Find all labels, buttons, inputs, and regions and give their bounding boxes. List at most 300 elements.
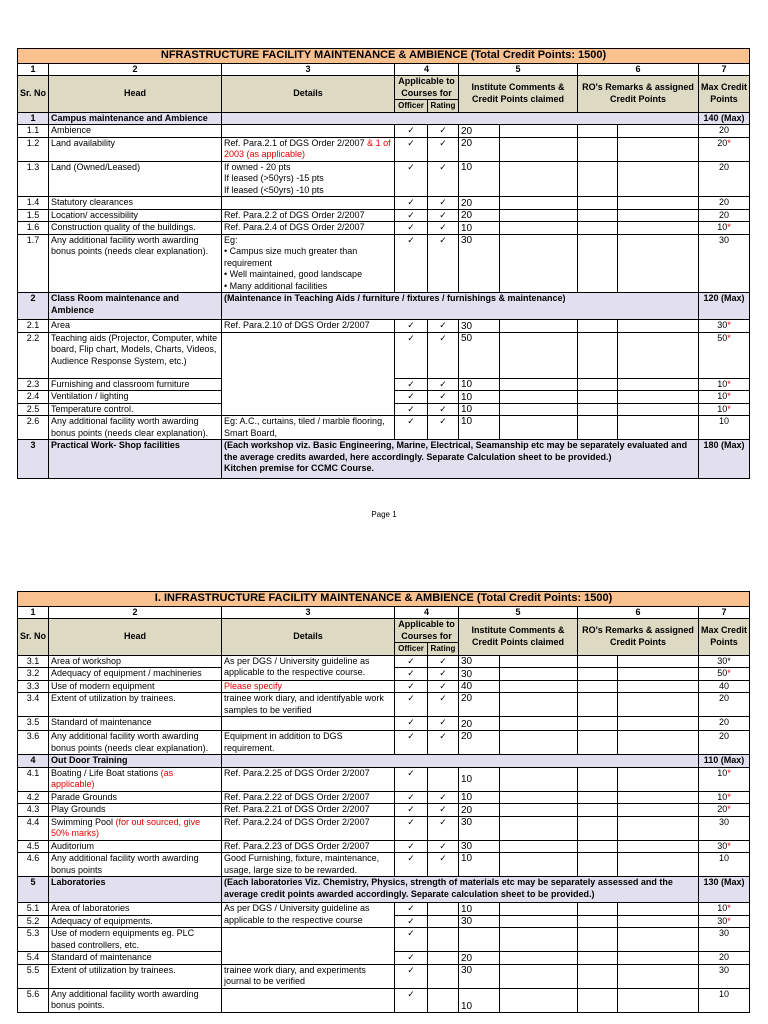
- header-officer: Officer: [395, 643, 428, 656]
- rating-tick: ✓: [428, 693, 459, 717]
- page1-table: [17, 48, 750, 479]
- details-text: Ref. Para.2.1 of DGS Order 2/2007: [224, 137, 368, 148]
- details-line: If leased (<50yrs) -10 pts: [224, 184, 324, 195]
- header-rating: Rating: [428, 100, 459, 113]
- section-no: 4: [18, 755, 49, 768]
- row-head: Statutory clearances: [49, 197, 222, 210]
- col-num: 1: [18, 606, 49, 619]
- max-asterisk: *: [727, 378, 731, 389]
- officer-tick: ✓: [395, 416, 428, 440]
- header-applicable: Applicable to Courses for: [395, 619, 459, 643]
- section-details-text: Kitchen premise for CCMC Course.: [224, 463, 375, 473]
- officer-tick: ✓: [395, 222, 428, 235]
- row-no: 2.2: [18, 332, 49, 378]
- max-points: 20: [699, 209, 750, 222]
- rating-tick: ✓: [428, 391, 459, 404]
- points-claimed: 10: [459, 222, 500, 235]
- rating-tick: ✓: [428, 853, 459, 877]
- table-row: [18, 731, 750, 755]
- max-asterisk: *: [727, 222, 731, 232]
- section-head: Class Room maintenance and Ambience: [49, 293, 222, 320]
- row-no: 2.3: [18, 378, 49, 391]
- head-text: Boating / Life Boat stations: [51, 767, 161, 778]
- section-max: 130 (Max): [699, 877, 750, 903]
- row-no: 1.4: [18, 197, 49, 210]
- max-asterisk: *: [727, 791, 731, 802]
- max-points: 30: [699, 928, 750, 952]
- section-head: Campus maintenance and Ambience: [49, 112, 222, 125]
- row-details: Ref. Para.2.10 of DGS Order 2/2007: [222, 320, 395, 333]
- officer-tick: ✓: [395, 952, 428, 965]
- header-sr: Sr. No: [18, 76, 49, 113]
- rating-tick: ✓: [428, 378, 459, 391]
- points-claimed: 30: [459, 655, 500, 668]
- header-rating: Rating: [428, 643, 459, 656]
- row-details: [222, 234, 395, 293]
- max-asterisk: *: [727, 320, 731, 330]
- points-claimed: 50: [459, 332, 500, 378]
- table-row: [18, 903, 750, 916]
- col-num: 6: [578, 63, 699, 76]
- rating-tick: ✓: [428, 717, 459, 731]
- points-claimed: 20: [459, 197, 500, 210]
- row-no: 5.2: [18, 915, 49, 928]
- officer-tick: ✓: [395, 693, 428, 717]
- max-value: 30: [717, 915, 728, 926]
- col-num: 1: [18, 63, 49, 76]
- max-points: 50*: [699, 668, 750, 681]
- max-points: 20: [699, 717, 750, 731]
- rating-tick: ✓: [428, 668, 459, 681]
- section-max: 140 (Max): [699, 112, 750, 125]
- officer-tick: ✓: [395, 209, 428, 222]
- row-head: Teaching aids (Projector, Computer, white board, Flip chart, Models, Charts, Videos, Audience Response System, etc.): [49, 332, 222, 378]
- max-points: 30*: [699, 320, 750, 333]
- table-row: [18, 717, 750, 731]
- table-row: [18, 853, 750, 877]
- row-no: 5.6: [18, 988, 49, 1012]
- table-row: [18, 791, 750, 804]
- rating-tick: ✓: [428, 137, 459, 161]
- max-asterisk: *: [727, 840, 731, 851]
- row-head: Play Grounds: [49, 804, 222, 817]
- row-head: Any additional facility worth awarding bonus points (needs clear explanation).: [49, 731, 222, 755]
- col-num: 5: [459, 606, 578, 619]
- row-details: [222, 197, 395, 210]
- max-points: 20: [699, 125, 750, 138]
- header-applicable: Applicable to Courses for: [395, 76, 459, 100]
- max-asterisk: *: [727, 903, 731, 913]
- row-head: Auditorium: [49, 840, 222, 853]
- page-number: Page 1: [371, 510, 397, 519]
- row-no: 1.5: [18, 209, 49, 222]
- max-value: 30*: [717, 655, 731, 666]
- points-claimed: 30: [459, 668, 500, 681]
- max-points: 30: [699, 234, 750, 293]
- rating-tick: ✓: [428, 161, 459, 197]
- officer-tick: ✓: [395, 731, 428, 755]
- header-details: Details: [222, 76, 395, 113]
- details-line: If owned - 20 pts: [224, 161, 291, 172]
- head-red-text: (for out sourced, give 50% marks): [51, 816, 201, 838]
- details-line: • Many additional facilities: [224, 280, 328, 291]
- table-row: [18, 137, 750, 161]
- points-claimed: 30: [459, 320, 500, 333]
- row-head: Temperature control.: [49, 403, 222, 416]
- section-no: 1: [18, 112, 49, 125]
- officer-tick: ✓: [395, 988, 428, 1012]
- officer-tick: ✓: [395, 915, 428, 928]
- officer-tick: ✓: [395, 668, 428, 681]
- header-ro: RO's Remarks & assigned Credit Points: [578, 76, 699, 113]
- points-claimed: 30: [459, 234, 500, 293]
- row-no: 2.5: [18, 403, 49, 416]
- officer-tick: ✓: [395, 125, 428, 138]
- row-no: 1.3: [18, 161, 49, 197]
- rating-tick: [428, 767, 459, 791]
- rating-tick: ✓: [428, 209, 459, 222]
- details-line: • Well maintained, good landscape: [224, 269, 363, 279]
- table-row: [18, 804, 750, 817]
- max-value: 20: [717, 137, 728, 148]
- section-max: 120 (Max): [699, 293, 750, 320]
- details-line: If leased (>50yrs) -15 pts: [224, 173, 324, 183]
- rating-tick: ✓: [428, 816, 459, 840]
- table-row: [18, 222, 750, 235]
- row-details: [222, 717, 395, 731]
- section-details-text: (Each workshop viz. Basic Engineering, Marine, Electrical, Seamanship etc may be separately evaluated and the average credits awarded, here accordingly. Separate Calculation sheet to be provided.): [224, 440, 688, 462]
- table-row: [18, 234, 750, 293]
- rating-tick: ✓: [428, 840, 459, 853]
- rating-tick: ✓: [428, 416, 459, 440]
- points-claimed: 20: [459, 717, 500, 731]
- row-details: [222, 988, 395, 1012]
- row-no: 3.6: [18, 731, 49, 755]
- officer-tick: ✓: [395, 403, 428, 416]
- row-no: 3.2: [18, 668, 49, 681]
- header-institute: Institute Comments & Credit Points claimed: [459, 76, 578, 113]
- officer-tick: ✓: [395, 655, 428, 668]
- col-num: 7: [699, 63, 750, 76]
- row-head: Ambience: [49, 125, 222, 138]
- row-no: 1.2: [18, 137, 49, 161]
- table-row: [18, 416, 750, 440]
- rating-tick: ✓: [428, 320, 459, 333]
- max-points: 20: [699, 161, 750, 197]
- rating-tick: ✓: [428, 234, 459, 293]
- col-num: 4: [395, 63, 459, 76]
- rating-tick: ✓: [428, 655, 459, 668]
- row-head: [49, 767, 222, 791]
- max-asterisk: *: [727, 391, 731, 401]
- row-details: trainee work diary, and experiments journal to be verified: [222, 964, 395, 988]
- max-points: [699, 915, 750, 928]
- head-text: Swimming Pool: [51, 816, 116, 827]
- points-claimed: 10: [459, 988, 500, 1012]
- header-max: Max Credit Points: [699, 76, 750, 113]
- points-claimed: 10: [459, 403, 500, 416]
- max-points: 10*: [699, 378, 750, 391]
- points-claimed: 20: [459, 209, 500, 222]
- section-max: 110 (Max): [699, 755, 750, 768]
- max-points: 30: [699, 964, 750, 988]
- table-row: [18, 767, 750, 791]
- points-claimed: 10: [459, 767, 500, 791]
- row-details: Ref. Para.2.24 of DGS Order 2/2007: [222, 816, 395, 840]
- section-details: (Each laboratories Viz. Chemistry, Physics, strength of materials etc may be separately assessed and the average credit points awarded accordingly. Separate calculation sheet to be provided.): [222, 877, 699, 903]
- row-head: Furnishing and classroom furniture: [49, 378, 222, 391]
- row-head: Extent of utilization by trainees.: [49, 964, 222, 988]
- header-ro: RO's Remarks & assigned Credit Points: [578, 619, 699, 656]
- officer-tick: ✓: [395, 853, 428, 877]
- table-row: [18, 161, 750, 197]
- rating-tick: ✓: [428, 731, 459, 755]
- row-no: 4.3: [18, 804, 49, 817]
- row-details: Ref. Para.2.23 of DGS Order 2/2007: [222, 840, 395, 853]
- table-row: [18, 840, 750, 853]
- col-num: 3: [222, 63, 395, 76]
- rating-tick: ✓: [428, 680, 459, 693]
- officer-tick: ✓: [395, 161, 428, 197]
- section-head: Out Door Training: [49, 755, 222, 768]
- section-details: (Maintenance in Teaching Aids / furniture / fixtures / furnishings & maintenance): [222, 293, 699, 320]
- page1-title: NFRASTRUCTURE FACILITY MAINTENANCE & AMBIENCE (Total Credit Points: 1500): [18, 49, 750, 64]
- row-no: 1.7: [18, 234, 49, 293]
- row-head: Construction quality of the buildings.: [49, 222, 222, 235]
- officer-tick: ✓: [395, 928, 428, 952]
- points-claimed: 40: [459, 680, 500, 693]
- row-head: Any additional facility worth awarding bonus points.: [49, 988, 222, 1012]
- max-points: 20: [699, 952, 750, 965]
- row-details: trainee work diary, and identifyable work samples to be verified: [222, 693, 395, 717]
- row-details: Good Furnishing, fixture, maintenance, usage, large size to be rewarded.: [222, 853, 395, 877]
- row-no: 4.6: [18, 853, 49, 877]
- row-head: [49, 816, 222, 840]
- max-points: 30*: [699, 840, 750, 853]
- row-head: Any additional facility worth awarding bonus points (needs clear explanation).: [49, 234, 222, 293]
- section-head: Laboratories: [49, 877, 222, 903]
- header-head: Head: [49, 619, 222, 656]
- col-num: 2: [49, 63, 222, 76]
- row-no: 2.6: [18, 416, 49, 440]
- row-details: Ref. Para.2.22 of DGS Order 2/2007: [222, 791, 395, 804]
- section-no: 3: [18, 440, 49, 479]
- details-line: Eg:: [224, 234, 238, 245]
- points-claimed: 10: [459, 391, 500, 404]
- max-points: [699, 222, 750, 235]
- section-max: 180 (Max): [699, 440, 750, 479]
- row-head: Standard of maintenance: [49, 952, 222, 965]
- table-row: [18, 197, 750, 210]
- officer-tick: ✓: [395, 332, 428, 378]
- header-sr: Sr. No: [18, 619, 49, 656]
- table-row: [18, 988, 750, 1012]
- max-points: 10*: [699, 403, 750, 416]
- max-asterisk: *: [727, 915, 731, 926]
- points-claimed: 30: [459, 840, 500, 853]
- points-claimed: 20: [459, 693, 500, 717]
- row-head: Adequacy of equipment / machineries: [49, 668, 222, 681]
- officer-tick: ✓: [395, 137, 428, 161]
- row-no: 5.4: [18, 952, 49, 965]
- row-head: Land availability: [49, 137, 222, 161]
- points-claimed: 10: [459, 161, 500, 197]
- row-head: Standard of maintenance: [49, 717, 222, 731]
- section-head: Practical Work- Shop facilities: [49, 440, 222, 479]
- max-points: 10*: [699, 391, 750, 404]
- row-details: Ref. Para.2.2 of DGS Order 2/2007: [222, 209, 395, 222]
- details-line: • Campus size much greater than requirement: [224, 246, 358, 268]
- row-details: [222, 137, 395, 161]
- row-details: Please specify: [222, 680, 395, 693]
- row-details: [222, 125, 395, 138]
- max-asterisk: *: [727, 403, 731, 414]
- max-points: 40: [699, 680, 750, 693]
- points-claimed: 10: [459, 853, 500, 877]
- max-points: [699, 655, 750, 668]
- row-no: 3.1: [18, 655, 49, 668]
- row-no: 4.5: [18, 840, 49, 853]
- col-num: 3: [222, 606, 395, 619]
- max-asterisk: *: [727, 137, 731, 148]
- section-no: 2: [18, 293, 49, 320]
- row-no: 1.1: [18, 125, 49, 138]
- row-details: As per DGS / University guideline as applicable to the respective course: [222, 903, 395, 928]
- officer-tick: ✓: [395, 804, 428, 817]
- max-points: 20: [699, 693, 750, 717]
- officer-tick: ✓: [395, 840, 428, 853]
- rating-tick: ✓: [428, 791, 459, 804]
- max-points: [699, 903, 750, 916]
- officer-tick: ✓: [395, 320, 428, 333]
- row-head: Extent of utilization by trainees.: [49, 693, 222, 717]
- table-row: [18, 125, 750, 138]
- table-row: [18, 928, 750, 952]
- col-num: 2: [49, 606, 222, 619]
- max-points: 30: [699, 816, 750, 840]
- max-points: 10*: [699, 767, 750, 791]
- row-no: 4.1: [18, 767, 49, 791]
- max-asterisk: *: [727, 332, 731, 343]
- max-points: 10: [699, 416, 750, 440]
- points-claimed: 10: [459, 791, 500, 804]
- max-points: 10*: [699, 791, 750, 804]
- table-row: [18, 816, 750, 840]
- officer-tick: ✓: [395, 903, 428, 916]
- row-head: Use of modern equipments eg. PLC based controllers, etc.: [49, 928, 222, 952]
- officer-tick: ✓: [395, 816, 428, 840]
- row-head: Area: [49, 320, 222, 333]
- officer-tick: ✓: [395, 791, 428, 804]
- row-no: 2.4: [18, 391, 49, 404]
- table-row: [18, 693, 750, 717]
- points-claimed: 10: [459, 378, 500, 391]
- officer-tick: ✓: [395, 234, 428, 293]
- header-institute: Institute Comments & Credit Points claimed: [459, 619, 578, 656]
- row-head: Any additional facility worth awarding bonus points: [49, 853, 222, 877]
- officer-tick: ✓: [395, 378, 428, 391]
- points-claimed: 10: [459, 903, 500, 916]
- points-claimed: 20: [459, 125, 500, 138]
- row-no: 4.2: [18, 791, 49, 804]
- row-no: 5.1: [18, 903, 49, 916]
- details-red-text: & 1 of 2003 (as applicable): [224, 137, 391, 159]
- rating-tick: ✓: [428, 804, 459, 817]
- max-asterisk: *: [727, 767, 731, 778]
- officer-tick: ✓: [395, 680, 428, 693]
- page2-title: I. INFRASTRUCTURE FACILITY MAINTENANCE & AMBIENCE (Total Credit Points: 1500): [18, 592, 750, 607]
- rating-tick: ✓: [428, 125, 459, 138]
- row-details: Ref. Para.2.25 of DGS Order 2/2007: [222, 767, 395, 791]
- rating-tick: ✓: [428, 403, 459, 416]
- row-details: Equipment in addition to DGS requirement.: [222, 731, 395, 755]
- max-points: 10: [699, 988, 750, 1012]
- points-claimed: 20: [459, 952, 500, 965]
- row-no: 5.5: [18, 964, 49, 988]
- points-claimed: 20: [459, 731, 500, 755]
- row-no: 3.3: [18, 680, 49, 693]
- section-details: [222, 440, 699, 479]
- row-no: 4.4: [18, 816, 49, 840]
- max-points: 10: [699, 853, 750, 877]
- row-no: 5.3: [18, 928, 49, 952]
- row-head: Area of laboratories: [49, 903, 222, 916]
- table-row: [18, 655, 750, 668]
- officer-tick: ✓: [395, 964, 428, 988]
- max-points: [699, 137, 750, 161]
- page2-table: [17, 591, 750, 1013]
- max-asterisk: *: [727, 804, 731, 814]
- max-points: 20*: [699, 804, 750, 817]
- row-details: [222, 161, 395, 197]
- row-head: Any additional facility worth awarding bonus points (needs clear explanation).: [49, 416, 222, 440]
- max-points: 20: [699, 197, 750, 210]
- row-head: Location/ accessibility: [49, 209, 222, 222]
- officer-tick: ✓: [395, 391, 428, 404]
- officer-tick: ✓: [395, 197, 428, 210]
- row-head: Land (Owned/Leased): [49, 161, 222, 197]
- table-row: [18, 332, 750, 378]
- row-head: Adequacy of equipments.: [49, 915, 222, 928]
- header-details: Details: [222, 619, 395, 656]
- row-no: 3.4: [18, 693, 49, 717]
- row-head: Ventilation / lighting: [49, 391, 222, 404]
- rating-tick: ✓: [428, 197, 459, 210]
- header-officer: Officer: [395, 100, 428, 113]
- col-num: 7: [699, 606, 750, 619]
- max-value: 10: [717, 222, 728, 232]
- max-value: 10: [717, 903, 728, 913]
- section-no: 5: [18, 877, 49, 903]
- max-points: 50*: [699, 332, 750, 378]
- points-claimed: 20: [459, 137, 500, 161]
- header-head: Head: [49, 76, 222, 113]
- max-points: 20: [699, 731, 750, 755]
- rating-tick: ✓: [428, 222, 459, 235]
- row-details: Ref. Para.2.4 of DGS Order 2/2007: [222, 222, 395, 235]
- table-row: [18, 209, 750, 222]
- row-details: Eg: A.C., curtains, tiled / marble flooring, Smart Board,: [222, 416, 395, 440]
- row-head: Parade Grounds: [49, 791, 222, 804]
- rating-tick: ✓: [428, 332, 459, 378]
- points-claimed: 20: [459, 804, 500, 817]
- table-row: [18, 320, 750, 333]
- row-head: Use of modern equipment: [49, 680, 222, 693]
- officer-tick: ✓: [395, 767, 428, 791]
- points-claimed: 30: [459, 915, 500, 928]
- max-asterisk: *: [727, 668, 731, 678]
- points-claimed: 30: [459, 816, 500, 840]
